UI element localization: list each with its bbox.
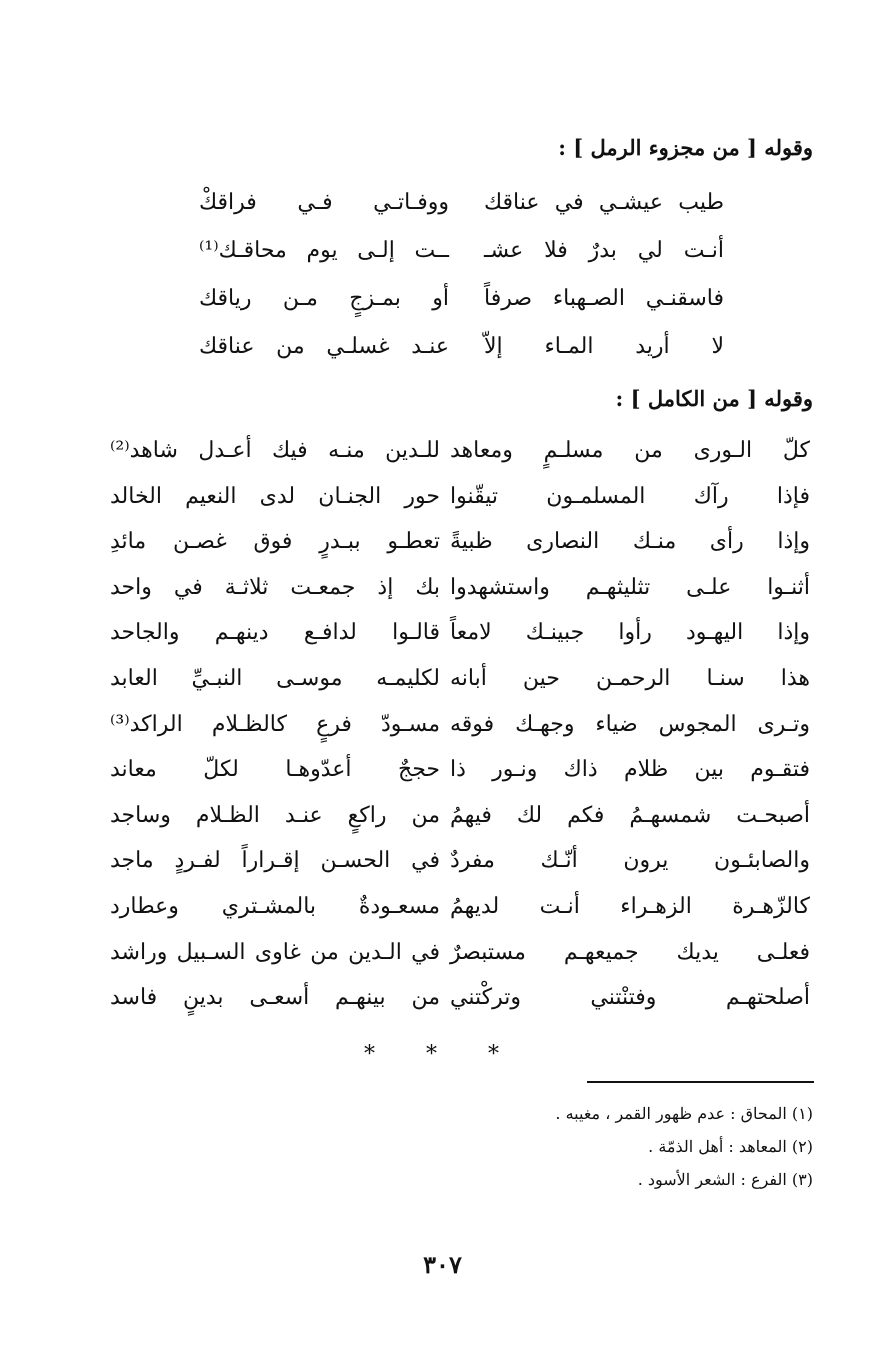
poem-1-intro: وقوله [ من مجزوء الرمل ] : <box>558 135 813 160</box>
verse-left-hemistich: من بينهـم أسعـى بدينٍ فاسد <box>110 985 440 1011</box>
verse-left-hemistich: بك إذ جمعـت ثلاثـة في واحد <box>110 574 440 600</box>
verse-right-hemistich: لا أريد المـاء إلاّ <box>484 334 724 359</box>
verse-right-hemistich: كالزّهـرة الزهـراء أنـت لديهمُ <box>450 894 810 919</box>
verse-right-hemistich: أصلحتهـم وفتنْتني وتركْتني <box>450 985 810 1011</box>
verse-right-hemistich: أثنـوا علـى تثليثهـم واستشهدوا <box>450 574 810 600</box>
verse-right-hemistich: كلّ الـورى من مسلـمٍ ومعاهد <box>450 438 810 463</box>
verse-left-hemistich: عنـد غسلـي من عناقك <box>199 334 449 359</box>
verse-left-hemistich: ــت إلـى يوم محاقـك⁽¹⁾ <box>199 238 449 263</box>
verse-left-hemistich: لكليمـه موسـى النبـيِّ العابد <box>110 666 440 691</box>
verse-left-hemistich: للـدين منـه فيك أعـدل شاهد⁽²⁾ <box>110 438 440 463</box>
verse-left-hemistich: مسـودّ فرعٍ كالظـلام الراكد⁽³⁾ <box>110 711 440 737</box>
verse-left-hemistich: قالـوا لدافـع دينهـم والجاحد <box>110 620 440 646</box>
verse-right-hemistich: فإذا رآك المسلمـون تيقّنوا <box>450 483 810 509</box>
verse-right-hemistich: هذا سنـا الرحمـن حين أبانه <box>450 666 810 691</box>
footnote-3: (٣) الفرع : الشعر الأسود . <box>637 1170 813 1189</box>
verse-left-hemistich: تعطـو ببـدرٍ فوق غصـن مائدِ <box>110 529 440 555</box>
verse-right-hemistich: فعلـى يديك جميعهـم مستبصرٌ <box>450 939 810 965</box>
verse-right-hemistich: فاسقنـي الصـهباء صرفاً <box>484 286 724 311</box>
verse-right-hemistich: والصابئـون يرون أنّـك مفردٌ <box>450 848 810 874</box>
verse-right-hemistich: أصبحـت شمسهـمُ فكم لك فيهمُ <box>450 802 810 828</box>
verse-right-hemistich: فتقـوم بين ظلام ذاك ونـور ذا <box>450 757 810 783</box>
verse-right-hemistich: وإذا رأى منـك النصارى ظبيةً <box>450 529 810 555</box>
footnote-2: (٢) المعاهد : أهل الذمّة . <box>648 1137 813 1156</box>
verse-left-hemistich: أو بمـزجٍ مـن رياقك <box>199 286 449 311</box>
poem-2-intro: وقوله [ من الكامل ] : <box>615 386 813 411</box>
section-divider-stars: * * * <box>364 1042 521 1067</box>
verse-right-hemistich: طيب عيشـي في عناقك <box>484 190 724 215</box>
verse-left-hemistich: حججٌ أعدّوهـا لكلّ معاند <box>110 757 440 783</box>
page-number: ٣٠٧ <box>423 1250 462 1279</box>
footnote-rule <box>587 1081 814 1083</box>
verse-right-hemistich: وإذا اليهـود رأوا جبينـك لامعاً <box>450 620 810 646</box>
verse-left-hemistich: مسعـودةٌ بالمشـتري وعطارد <box>110 894 440 919</box>
verse-left-hemistich: في الحسـن إقـراراً لفـردٍ ماجد <box>110 848 440 874</box>
verse-right-hemistich: وتـرى المجوس ضياء وجهـك فوقه <box>450 711 810 737</box>
footnote-1: (١) المحاق : عدم ظهور القمر ، مغيبه . <box>555 1104 813 1123</box>
verse-right-hemistich: أنـت لي بدرٌ فلا عشـ <box>484 238 724 263</box>
verse-left-hemistich: في الـدين من غاوى السـبيل وراشد <box>110 939 440 965</box>
verse-left-hemistich: من راكعٍ عنـد الظـلام وساجد <box>110 802 440 828</box>
verse-left-hemistich: ووفـاتـي فـي فراقكْ <box>199 190 449 215</box>
verse-left-hemistich: حور الجنـان لدى النعيم الخالد <box>110 483 440 509</box>
